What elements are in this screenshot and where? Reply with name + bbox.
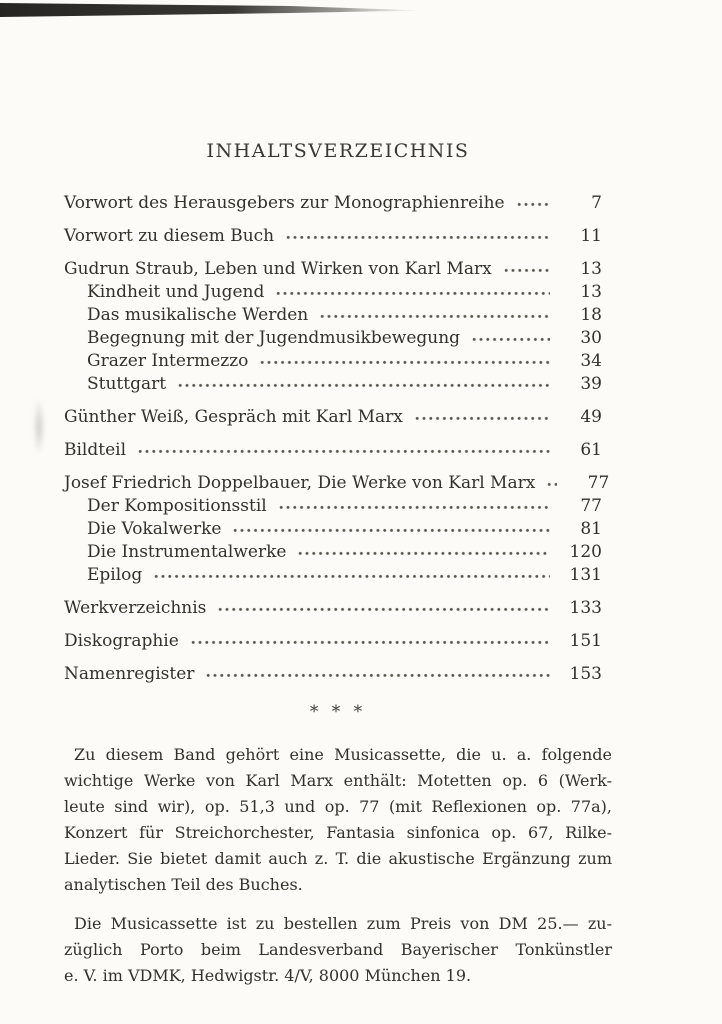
toc-entry-page: 49 (580, 407, 602, 427)
toc-entry-label: Das musikalische Werden (87, 305, 309, 325)
toc-entry-label: Der Kompositionsstil (87, 496, 267, 516)
asterisk-separator: * * * (309, 702, 367, 722)
toc-entry (64, 327, 602, 350)
paragraph-line: Lieder. Sie bietet damit auch z. T. die akustische Ergänzung zum (64, 849, 612, 868)
paragraph-order-info (64, 911, 612, 989)
toc-entry (64, 472, 610, 495)
dot-leader (504, 268, 550, 273)
paragraph-line: wichtige Werke von Karl Marx enthält: Motetten op. 6 (Werk- (64, 771, 612, 790)
toc-entry (64, 281, 602, 304)
toc-entry (64, 541, 602, 564)
paragraph-line: analytischen Teil des Buches. (64, 875, 303, 894)
toc-entry (64, 406, 602, 429)
paragraph-line: Die Musicassette ist zu bestellen zum Preis von DM 25.— zu- (74, 914, 612, 933)
toc-entry (64, 304, 602, 327)
dot-leader (154, 574, 550, 579)
toc-entry-page: 133 (569, 598, 602, 618)
dot-leader (517, 202, 550, 207)
dot-leader (138, 449, 550, 454)
dot-leader (191, 640, 550, 645)
toc-entry-label: Bildteil (64, 440, 127, 460)
dot-leader (178, 383, 550, 388)
toc-entry (64, 630, 602, 653)
dot-leader (276, 291, 550, 296)
toc-entry-page: 13 (580, 282, 602, 302)
toc-entry (64, 663, 602, 686)
toc-entry-page: 30 (580, 328, 602, 348)
toc-entry (64, 350, 602, 373)
toc-entry-label: Vorwort zu diesem Buch (64, 226, 275, 246)
paragraph-line: Konzert für Streichorchester, Fantasia sinfonica op. 67, Rilke- (64, 823, 612, 842)
toc-entry-label: Vorwort des Herausgebers zur Monographienreihe (64, 193, 505, 213)
toc-entry-page: 77 (587, 473, 610, 493)
toc-entry-page: 34 (580, 351, 602, 371)
paragraph-line: Zu diesem Band gehört eine Musicassette, die u. a. folgende (74, 745, 612, 764)
toc-entry (64, 258, 602, 281)
table-of-contents (64, 192, 612, 686)
toc-entry-label: Grazer Intermezzo (87, 351, 249, 371)
toc-entry-label: Epilog (87, 565, 143, 585)
dot-leader (472, 337, 550, 342)
dot-leader (286, 235, 550, 240)
dot-leader (320, 314, 550, 319)
toc-entry-label: Die Vokalwerke (87, 519, 222, 539)
page-content (64, 0, 612, 989)
paragraph-line: leute sind wir), op. 51,3 und op. 77 (mit Reflexionen op. 77a), (64, 797, 612, 816)
toc-entry-page: 11 (580, 226, 602, 246)
toc-entry-page: 81 (580, 519, 602, 539)
toc-entry-page: 18 (580, 305, 602, 325)
toc-entry-label: Die Instrumentalwerke (87, 542, 287, 562)
toc-entry-label: Kindheit und Jugend (87, 282, 265, 302)
toc-entry-page: 153 (569, 664, 602, 684)
toc-entry-page: 151 (569, 631, 602, 651)
toc-entry (64, 597, 602, 620)
toc-entry (64, 495, 602, 518)
paragraph-line: e. V. im VDMK, Hedwigstr. 4/V, 8000 München 19. (64, 966, 472, 985)
toc-entry-label: Stuttgart (87, 374, 167, 394)
toc-entry (64, 564, 602, 587)
toc-entry-page: 61 (580, 440, 602, 460)
toc-entry-label: Josef Friedrich Doppelbauer, Die Werke von Karl Marx (64, 473, 536, 493)
dot-leader (260, 360, 550, 365)
toc-entry-page: 39 (580, 374, 602, 394)
paragraph-cassette-info (64, 742, 612, 898)
toc-entry (64, 518, 602, 541)
page-title: INHALTSVERZEICHNIS (206, 140, 470, 162)
dot-leader (547, 482, 557, 487)
toc-entry (64, 192, 602, 215)
toc-entry-page: 120 (569, 542, 602, 562)
toc-entry-label: Gudrun Straub, Leben und Wirken von Karl Marx (64, 259, 492, 279)
scan-artifact-smudge (33, 398, 45, 456)
toc-entry-label: Diskographie (64, 631, 179, 651)
dot-leader (415, 416, 550, 421)
toc-entry-label: Günther Weiß, Gespräch mit Karl Marx (64, 407, 403, 427)
toc-entry-page: 13 (580, 259, 602, 279)
toc-entry (64, 439, 602, 462)
toc-entry (64, 373, 602, 396)
toc-entry-label: Begegnung mit der Jugendmusikbewegung (87, 328, 461, 348)
toc-entry-page: 77 (580, 496, 602, 516)
toc-entry-page: 131 (569, 565, 602, 585)
toc-entry-page: 7 (591, 193, 602, 213)
paragraph-line: züglich Porto beim Landesverband Bayerischer Tonkünstler (64, 940, 612, 959)
toc-entry-label: Werkverzeichnis (64, 598, 207, 618)
dot-leader (233, 528, 550, 533)
toc-entry-label: Namenregister (64, 664, 195, 684)
dot-leader (298, 551, 550, 556)
dot-leader (206, 673, 550, 678)
dot-leader (279, 505, 550, 510)
toc-entry (64, 225, 602, 248)
dot-leader (218, 607, 550, 612)
